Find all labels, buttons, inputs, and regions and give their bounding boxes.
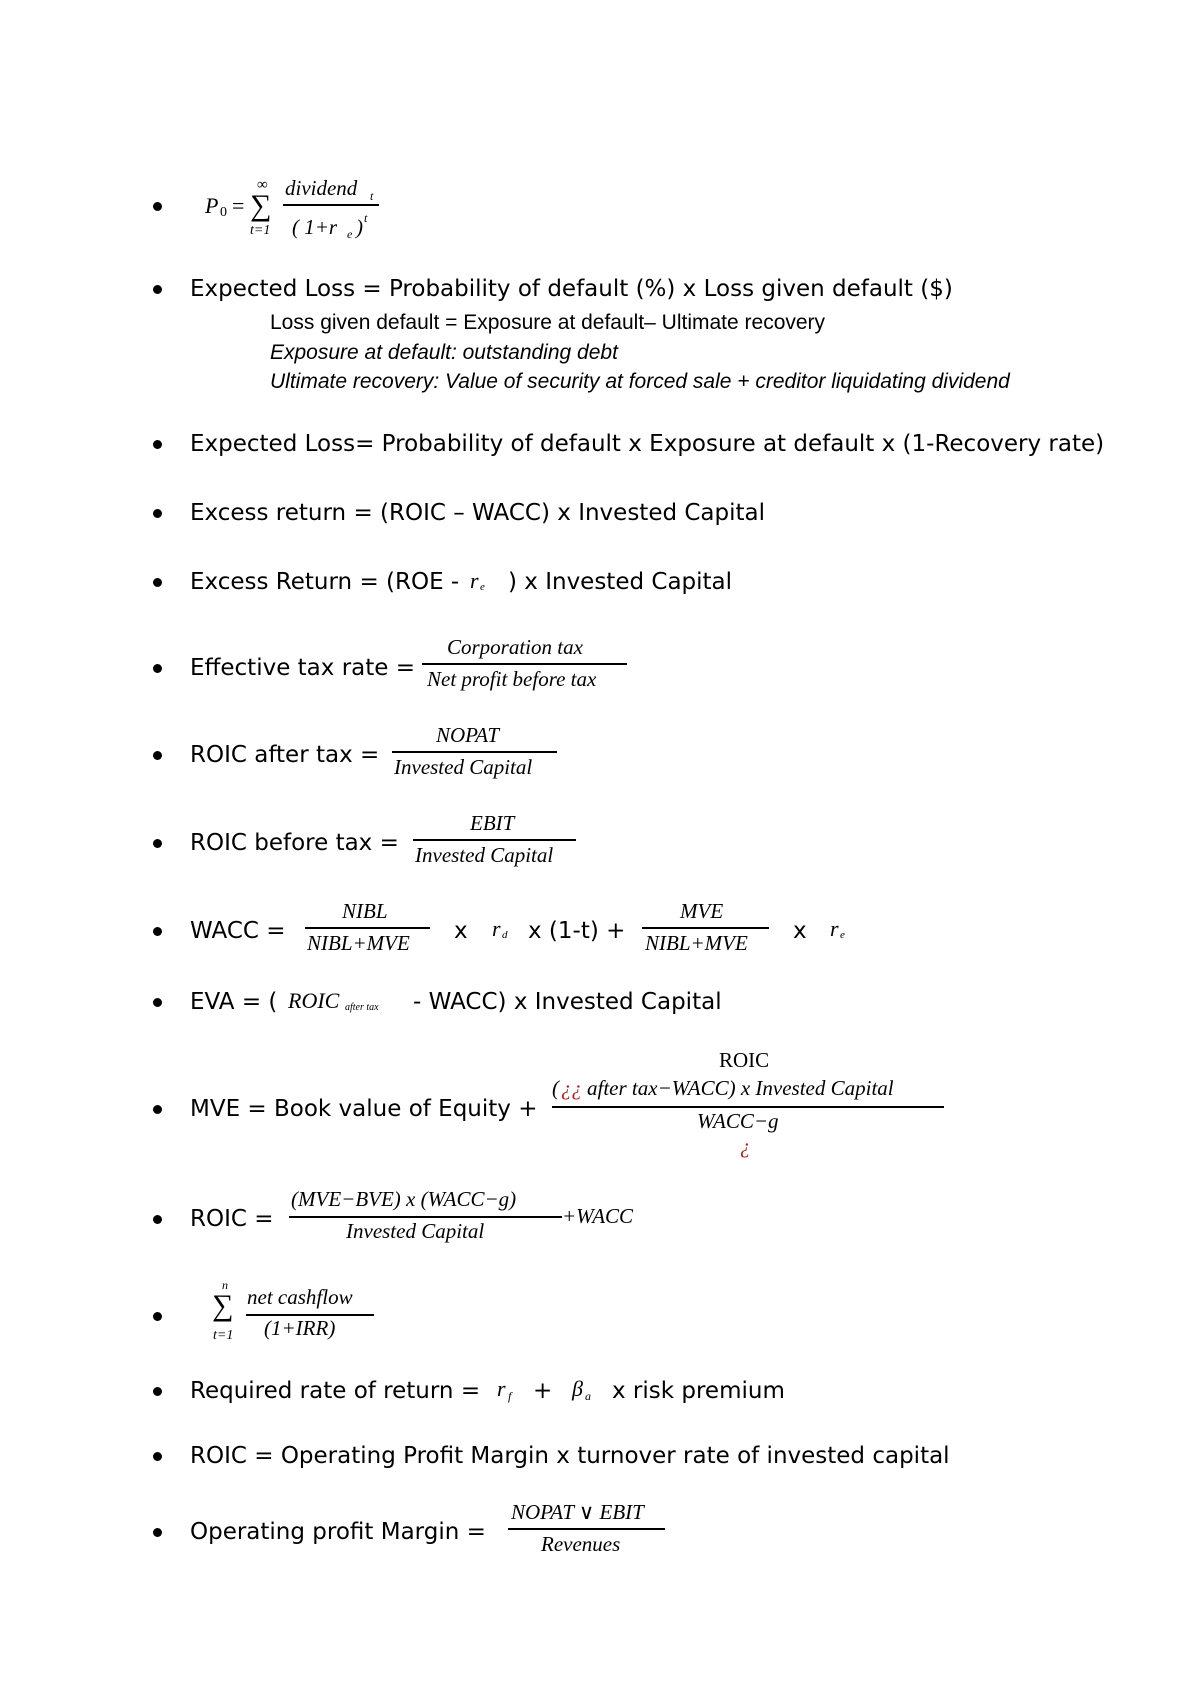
bullet (153, 202, 162, 211)
mve-numerator-open: ( (552, 1076, 559, 1100)
eva-post: - WACC) x Invested Capital (413, 989, 722, 1015)
mve-fraction-bar (552, 1106, 944, 1108)
wacc-fraction2-bar (642, 927, 769, 929)
p0-sum-upper: ∞ (257, 177, 268, 193)
formula-eva (0, 989, 1200, 1019)
roic-mve-plus-wacc: +WACC (562, 1204, 634, 1228)
p0-sum-sign: ∑ (250, 189, 272, 222)
loss-given-default-line: Loss given default = Exposure at default– Ultimate recovery (270, 311, 826, 334)
formula-irr (0, 1278, 1200, 1358)
formula-excess-return-2 (0, 569, 1200, 599)
roic-mve-label: ROIC = (190, 1206, 274, 1232)
formula-wacc (0, 897, 1200, 967)
formula-roic-margin (0, 1443, 1200, 1473)
required-return-label: Required rate of return = (190, 1378, 481, 1404)
bullet (153, 509, 162, 518)
wacc-rd: r (492, 916, 501, 941)
mve-denominator: WACC−g (697, 1109, 779, 1133)
op-margin-fraction-bar (508, 1528, 665, 1530)
roic-margin-text: ROIC = Operating Profit Margin x turnover rate of invested capital (190, 1443, 950, 1469)
p0-numerator-sub: t (370, 189, 374, 203)
required-return-post: x risk premium (612, 1378, 785, 1404)
excess-return-2-var: r (470, 568, 479, 593)
p0-denominator: ( 1+r (292, 215, 338, 239)
bullet (153, 1105, 162, 1114)
mve-denominator-error: ¿ (740, 1134, 751, 1158)
roic-before-denominator: Invested Capital (415, 843, 554, 867)
p0-lhs: P (205, 193, 219, 218)
bullet (153, 1528, 162, 1537)
wacc-fraction1-denominator: NIBL+MVE (307, 931, 410, 955)
wacc-fraction2-denominator: NIBL+MVE (645, 931, 748, 955)
mve-numerator-error: ¿¿ (561, 1076, 582, 1100)
irr-denominator: (1+IRR) (264, 1316, 336, 1340)
irr-sum-upper: n (222, 1278, 228, 1292)
excess-return-2-post: ) x Invested Capital (508, 569, 733, 595)
roic-mve-denominator: Invested Capital (346, 1219, 485, 1243)
required-return-beta: β (572, 1376, 583, 1401)
required-return-rf: r (497, 1376, 506, 1401)
wacc-re-sub: e (840, 929, 845, 941)
bullet (153, 285, 162, 294)
formula-expected-loss-1 (0, 276, 1200, 396)
roic-mve-numerator: (MVE−BVE) x (WACC−g) (291, 1187, 517, 1211)
effective-tax-numerator: Corporation tax (447, 635, 583, 659)
effective-tax-denominator: Net profit before tax (427, 667, 597, 691)
roic-after-label: ROIC after tax = (190, 742, 380, 768)
irr-numerator: net cashflow (247, 1285, 353, 1309)
op-margin-numerator: NOPAT ∨ EBIT (511, 1500, 644, 1524)
effective-tax-fraction-bar (422, 663, 627, 665)
expected-loss-1-text: Expected Loss = Probability of default (%) x Loss given default ($) (190, 276, 953, 302)
eva-roic-sub: after tax (345, 1002, 379, 1013)
bullet (153, 578, 162, 587)
required-return-rf-sub: f (508, 1389, 512, 1403)
expected-loss-2-text: Expected Loss= Probability of default x Exposure at default x (1-Recovery rate) (190, 431, 1105, 457)
formula-mve (0, 1048, 1200, 1163)
p0-fraction-bar (283, 204, 379, 206)
wacc-rd-sub: d (502, 929, 508, 941)
mve-numerator-rest: after tax−WACC) x Invested Capital (587, 1076, 894, 1100)
op-margin-denominator: Revenues (541, 1532, 621, 1556)
bullet (153, 927, 162, 936)
bullet (153, 1452, 162, 1461)
formula-p0 (0, 160, 1200, 240)
p0-lhs-sub: 0 (220, 205, 227, 220)
wacc-label: WACC = (190, 918, 286, 944)
bullet (153, 440, 162, 449)
roic-after-fraction-bar (392, 751, 557, 753)
op-margin-label: Operating profit Margin = (190, 1519, 486, 1545)
bullet (153, 998, 162, 1007)
roic-before-label: ROIC before tax = (190, 830, 399, 856)
formula-excess-return-1 (0, 500, 1200, 530)
p0-denominator-sub: e (347, 227, 353, 241)
wacc-re: r (830, 916, 839, 941)
formula-required-return (0, 1378, 1200, 1410)
formula-effective-tax-rate (0, 634, 1200, 704)
roic-mve-fraction-bar (289, 1216, 562, 1218)
p0-equals: = (232, 193, 245, 218)
irr-sum-sign: ∑ (212, 1289, 234, 1322)
formula-roic-mve (0, 1185, 1200, 1255)
wacc-middle: x (1-t) + (528, 918, 626, 944)
required-return-plus: + (533, 1378, 553, 1404)
bullet (153, 1387, 162, 1396)
required-return-beta-sub: a (585, 1389, 591, 1403)
p0-sum-lower: t=1 (250, 223, 271, 238)
wacc-fraction1-bar (305, 927, 430, 929)
formula-operating-margin (0, 1498, 1200, 1568)
roic-before-numerator: EBIT (470, 811, 515, 835)
roic-after-denominator: Invested Capital (394, 755, 533, 779)
roic-after-numerator: NOPAT (436, 723, 500, 747)
bullet (153, 751, 162, 760)
wacc-times-2: x (793, 918, 807, 944)
wacc-times-1: x (454, 918, 468, 944)
p0-denominator-close: ) (356, 215, 363, 239)
bullet (153, 1312, 162, 1321)
bullet (153, 664, 162, 673)
formula-roic-after-tax (0, 721, 1200, 791)
eva-roic: ROIC (288, 988, 340, 1013)
excess-return-2-pre: Excess Return = (ROE - (190, 569, 460, 595)
p0-denominator-sup: t (364, 211, 368, 225)
bullet (153, 1215, 162, 1224)
excess-return-2-var-sub: e (480, 581, 485, 593)
roic-before-fraction-bar (413, 839, 576, 841)
formula-expected-loss-2 (0, 431, 1200, 461)
p0-numerator: dividend (285, 176, 358, 200)
exposure-at-default-line: Exposure at default: outstanding debt (270, 341, 618, 364)
mve-label: MVE = Book value of Equity + (190, 1096, 538, 1122)
mve-top: ROIC (719, 1048, 770, 1072)
ultimate-recovery-line: Ultimate recovery: Value of security at forced sale + creditor liquidating dividend (270, 370, 1010, 393)
eva-pre: EVA = ( (190, 989, 278, 1015)
formula-roic-before-tax (0, 809, 1200, 879)
effective-tax-label: Effective tax rate = (190, 655, 415, 681)
wacc-fraction1-numerator: NIBL (342, 899, 388, 923)
excess-return-1-text: Excess return = (ROIC – WACC) x Invested Capital (190, 500, 766, 526)
bullet (153, 839, 162, 848)
irr-sum-lower: t=1 (213, 1328, 234, 1343)
wacc-fraction2-numerator: MVE (680, 899, 724, 923)
